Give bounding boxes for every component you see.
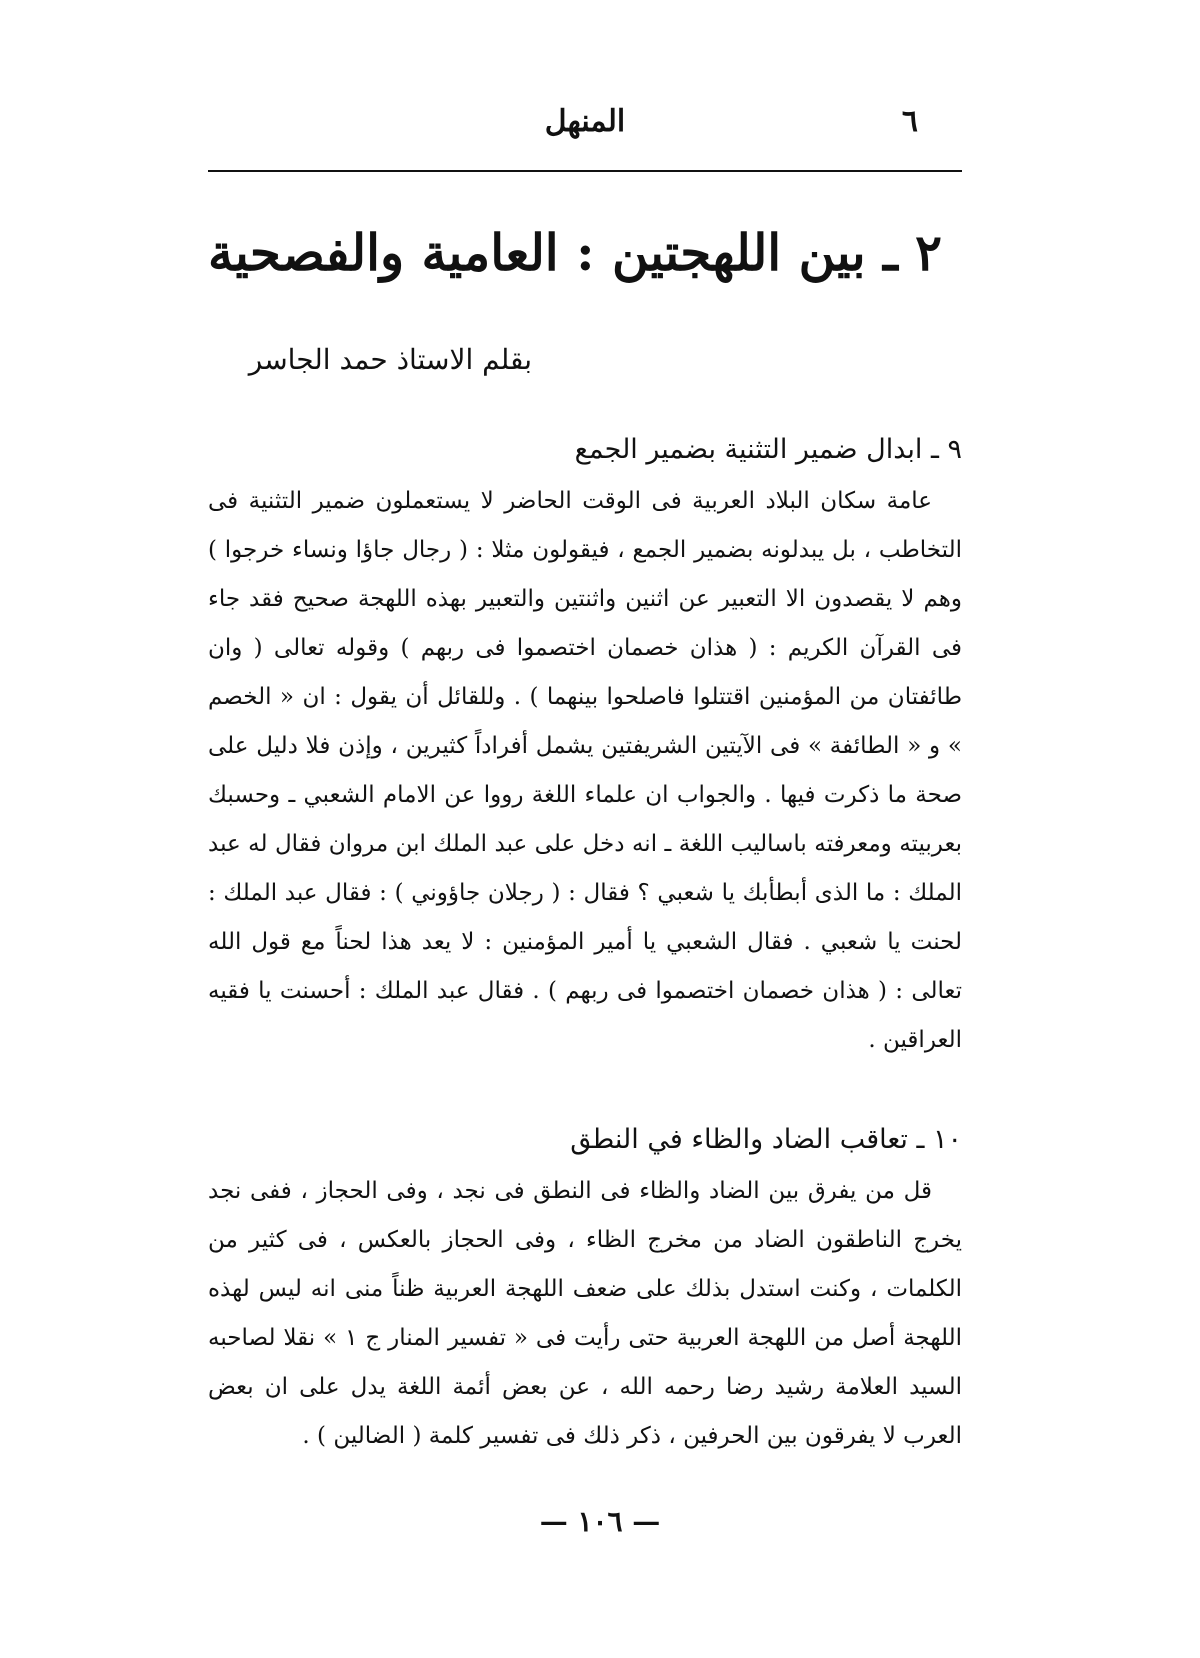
paragraph: قل من يفرق بين الضاد والظاء فى النطق فى نجد ، وفى الحجاز ، ففى نجد يخرج الناطقون الضاد من مخرج الظاء ، وفى الحجاز بالعكس ، فى كثير من الكلمات ، وكنت استدل بذلك على ضعف اللهجة العربية ظناً منى انه ليس لهذه اللهجة أصل من اللهجة العربية حتى رأيت فى « تفسير المنار ج ١ » نقلا لصاحبه السيد العلامة رشيد رضا رحمه الله ، عن بعض أئمة اللغة يدل على ان بعض العرب لا يفرقون بين الحرفين ، ذكر ذلك فى تفسير كلمة ( الضالين ) . [208,1178,963,1449]
journal-name: المنهل [544,104,626,139]
author-byline: بقلم الاستاذ حمد الجاسر [248,343,532,376]
section-heading-10: ١٠ ـ تعاقب الضاد والظاء في النطق [570,1124,962,1155]
article-title: ٢ ـ بين اللهجتين : العامية والفصحية [208,223,942,282]
footer-page-number: — ١٠٦ — [539,1505,661,1538]
header-page-number: ٦ [901,104,918,139]
paragraph: عامة سكان البلاد العربية فى الوقت الحاضر لا يستعملون ضمير التثنية فى التخاطب ، بل يبدلونه بضمير الجمع ، فيقولون مثلا : ( رجال جاؤا ونساء خرجوا ) وهم لا يقصدون الا التعبير عن اثنين واثنتين والتعبير بهذه اللهجة صحيح فقد جاء فى القرآن الكريم : ( هذان خصمان اختصموا فى ربهم ) وقوله تعالى ( وان طائفتان من المؤمنين اقتتلوا فاصلحوا بينهما ) . وللقائل أن يقول : ان « الخصم » و « الطائفة » فى الآيتين الشريفتين يشمل أفراداً كثيرين ، وإذن فلا دليل على صحة ما ذكرت فيها . والجواب ان علماء اللغة رووا عن الامام الشعبي ـ وحسبك بعربيته ومعرفته باساليب اللغة ـ انه دخل على عبد الملك ابن مروان فقال له عبد الملك : ما الذى أبطأبك يا شعبي ؟ فقال : ( رجلان جاؤوني ) : فقال عبد الملك : لحنت يا شعبي . فقال الشعبي يا أمير المؤمنين : لا يعد هذا لحناً مع قول الله تعالى : ( هذان خصمان اختصموا فى ربهم ) . فقال عبد الملك : أحسنت يا فقيه العراقين . [208,488,962,1053]
section-heading-9: ٩ ـ ابدال ضمير التثنية بضمير الجمع [574,434,962,465]
section-body-10 [208,1167,962,1461]
running-header [208,104,962,154]
section-body-9 [208,477,962,1065]
header-divider [208,170,962,172]
